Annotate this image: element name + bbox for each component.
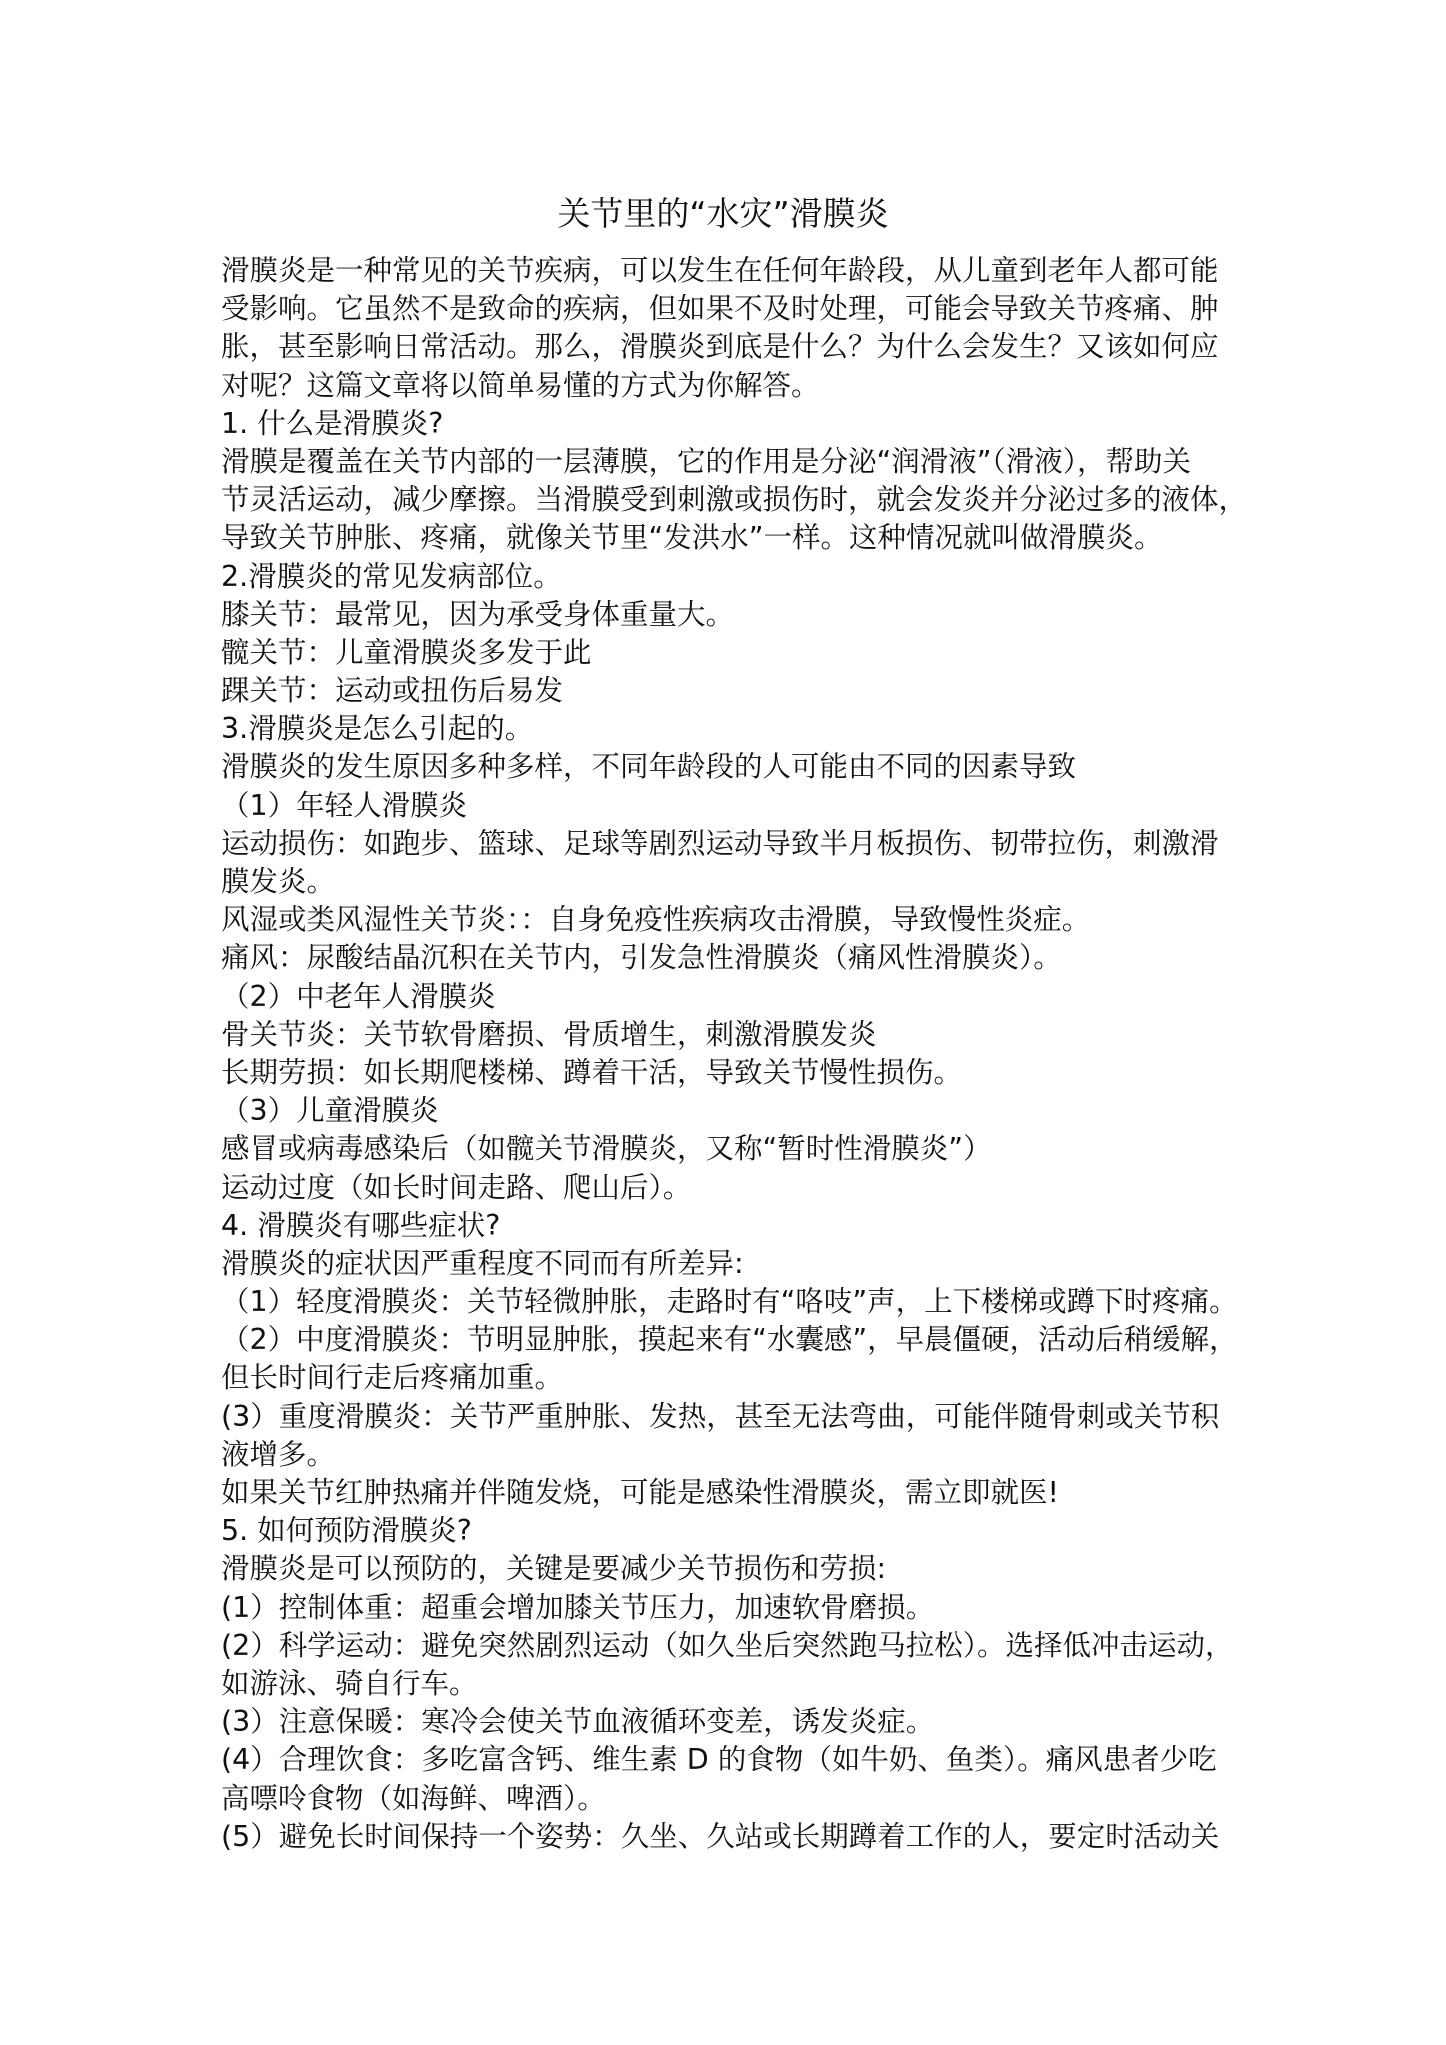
document-body [221, 252, 1256, 1856]
body-line: 感冒或病毒感染后（如髋关节滑膜炎，又称“暂时性滑膜炎”） [221, 1132, 992, 1166]
body-line: 长期劳损：如长期爬楼梯、蹲着干活，导致关节慢性损伤。 [221, 1055, 963, 1089]
body-line: 1. 什么是滑膜炎? [221, 406, 444, 440]
body-line: (3）注意保暖：寒冷会使关节血液循环变差，诱发炎症。 [221, 1705, 935, 1739]
body-line: 高嘌呤食物（如海鲜、啤酒）。 [221, 1781, 606, 1815]
body-line: 运动损伤：如跑步、篮球、足球等剧烈运动导致半月板损伤、韧带拉伤，刺激滑 [221, 826, 1219, 860]
body-line: （3）儿童滑膜炎 [221, 1094, 439, 1128]
body-line: 运动过度（如长时间走路、爬山后）。 [221, 1170, 692, 1204]
body-line: 风湿或类风湿性关节炎：：自身免疫性疾病攻击滑膜，导致慢性炎症。 [221, 903, 1091, 937]
body-line: 滑膜炎是可以预防的，关键是要减少关节损伤和劳损: [221, 1552, 887, 1586]
body-line: （1）年轻人滑膜炎 [221, 788, 468, 822]
body-line: 滑膜炎的发生原因多种多样，不同年龄段的人可能由不同的因素导致 [221, 750, 1077, 784]
body-line: (2）科学运动：避免突然剧烈运动（如久坐后突然跑马拉松）。选择低冲击运动， [221, 1628, 1234, 1662]
body-line: 踝关节：运动或扭伤后易发 [221, 674, 564, 708]
body-line: 胀，甚至影响日常活动。那么，滑膜炎到底是什么？为什么会发生？又该如何应 [221, 330, 1219, 364]
body-line: （1）轻度滑膜炎：关节轻微肿胀，走路时有“咯吱”声，上下楼梯或蹲下时疼痛。 [221, 1285, 1238, 1319]
body-line: 3.滑膜炎是怎么引起的。 [221, 712, 534, 746]
body-line: 滑膜炎的症状因严重程度不同而有所差异: [221, 1246, 744, 1280]
body-line: 骨关节炎：关节软骨磨损、骨质增生，刺激滑膜发炎 [221, 1017, 877, 1051]
body-line: 如游泳、骑自行车。 [221, 1666, 478, 1700]
body-line: 4. 滑膜炎有哪些症状? [221, 1208, 501, 1242]
body-line: (3）重度滑膜炎：关节严重肿胀、发热，甚至无法弯曲，可能伴随骨刺或关节积 [221, 1399, 1220, 1433]
body-line: 膜发炎。 [221, 865, 336, 898]
body-line: (5）避免长时间保持一个姿势：久坐、久站或长期蹲着工作的人，要定时活动关 [221, 1819, 1220, 1853]
body-line: 膝关节：最常见，因为承受身体重量大。 [221, 597, 735, 631]
body-line: 节灵活运动，减少摩擦。当滑膜受到刺激或损伤时，就会发炎并分泌过多的液体， [221, 483, 1248, 517]
body-line: 导致关节肿胀、疼痛，就像关节里“发洪水”一样。这种情况就叫做滑膜炎。 [221, 521, 1163, 555]
body-line: (4）合理饮食：多吃富含钙、维生素 D 的食物（如牛奶、鱼类）。痛风患者少吃 [221, 1743, 1217, 1777]
body-line: 但长时间行走后疼痛加重。 [221, 1361, 564, 1395]
body-line: 髋关节：儿童滑膜炎多发于此 [221, 635, 592, 669]
body-line: 对呢？这篇文章将以简单易懂的方式为你解答。 [221, 368, 820, 402]
body-line: 痛风：尿酸结晶沉积在关节内，引发急性滑膜炎（痛风性滑膜炎）。 [221, 941, 1062, 975]
body-line: 2.滑膜炎的常见发病部位。 [221, 559, 562, 593]
body-line: 如果关节红肿热痛并伴随发烧，可能是感染性滑膜炎，需立即就医! [221, 1476, 1059, 1509]
body-line: 受影响。它虽然不是致命的疾病，但如果不及时处理，可能会导致关节疼痛、肿 [221, 292, 1219, 326]
body-line: 滑膜炎是一种常见的关节疾病，可以发生在任何年龄段，从儿童到老年人都可能 [221, 254, 1219, 287]
document-title: 关节里的“水灾”滑膜炎 [557, 194, 889, 233]
body-line: 液增多。 [221, 1437, 336, 1471]
body-line: (1）控制体重：超重会增加膝关节压力，加速软骨磨损。 [221, 1590, 935, 1624]
body-line: （2）中度滑膜炎：节明显肿胀，摸起来有“水囊感”，早晨僵硬，活动后稍缓解， [221, 1323, 1238, 1357]
body-line: 5. 如何预防滑膜炎? [221, 1514, 472, 1548]
body-line: （2）中老年人滑膜炎 [221, 979, 496, 1013]
body-line: 滑膜是覆盖在关节内部的一层薄膜，它的作用是分泌“润滑液”（滑液），帮助关 [221, 444, 1192, 478]
